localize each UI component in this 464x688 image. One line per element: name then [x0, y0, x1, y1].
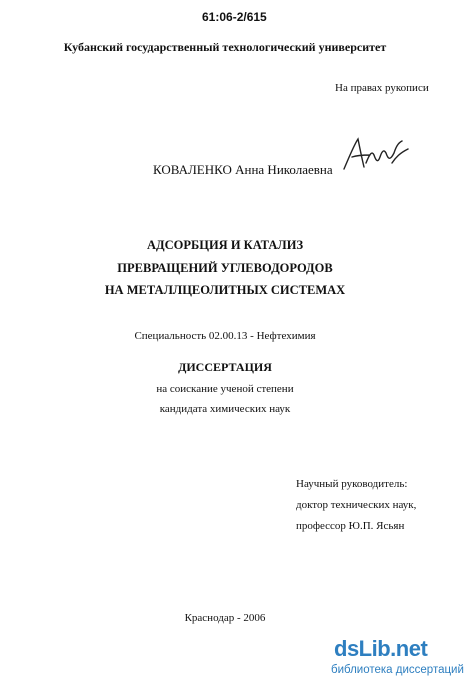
specialty: Специальность 02.00.13 - Нефтехимия	[134, 330, 316, 342]
watermark-site-link[interactable]: dsLib.net	[334, 636, 428, 661]
university-name: Кубанский государственный технологический университет	[63, 40, 387, 54]
thesis-title-line-3: НА МЕТАЛЛЦЕОЛИТНЫХ СИСТЕМАХ	[104, 283, 346, 297]
degree-line-1: на соискание ученой степени	[156, 383, 294, 395]
author-name: КОВАЛЕНКО Анна Николаевна	[153, 162, 333, 177]
thesis-title-line-2: ПРЕВРАЩЕНИЙ УГЛЕВОДОРОДОВ	[117, 261, 333, 275]
advisor-name: профессор Ю.П. Ясьян	[296, 520, 405, 532]
dissertation-heading: ДИССЕРТАЦИЯ	[178, 360, 272, 374]
manuscript-rights-label: На правах рукописи	[335, 82, 429, 94]
advisor-degree: доктор технических наук,	[296, 499, 417, 511]
signature-icon	[340, 133, 412, 177]
document-code: 61:06-2/615	[202, 10, 267, 24]
city-year: Краснодар - 2006	[184, 612, 266, 624]
degree-line-2: кандидата химических наук	[159, 403, 291, 415]
thesis-title-line-1: АДСОРБЦИЯ И КАТАЛИЗ	[146, 238, 304, 252]
watermark-caption: библиотека диссертаций	[331, 664, 464, 676]
advisor-label: Научный руководитель:	[296, 478, 408, 490]
